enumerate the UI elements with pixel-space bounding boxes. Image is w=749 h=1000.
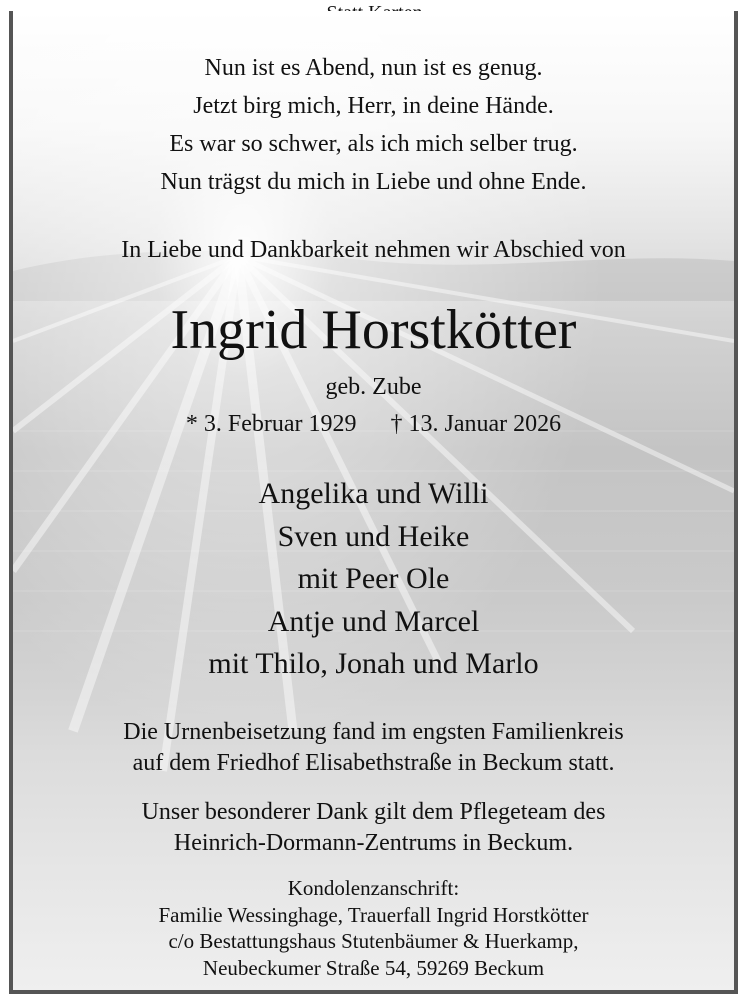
family-list bbox=[13, 473, 734, 686]
thanks-line: Unser besonderer Dank gilt dem Pflegeteam des bbox=[141, 799, 606, 825]
family-line: mit Thilo, Jonah und Marlo bbox=[208, 647, 539, 680]
family-line: Angelika und Willi bbox=[258, 477, 489, 510]
family-line: Antje und Marcel bbox=[267, 604, 480, 638]
thanks-line: Heinrich-Dormann-Zentrums in Beckum. bbox=[173, 830, 574, 856]
condolence-line: Neubeckumer Straße 54, 59269 Beckum bbox=[202, 955, 545, 980]
verse-line: Nun trägst du mich in Liebe und ohne Ende. bbox=[160, 169, 587, 195]
family-line: mit Peer Ole bbox=[297, 562, 450, 595]
deceased-name: Ingrid Horstkötter bbox=[170, 299, 577, 361]
life-dates bbox=[13, 408, 734, 440]
birth-name: geb. Zube bbox=[325, 374, 422, 400]
death-date: † 13. Januar 2026 bbox=[390, 411, 562, 437]
condolence-address bbox=[13, 875, 734, 981]
intro-text: In Liebe und Dankbarkeit nehmen wir Abschied von bbox=[121, 237, 626, 263]
notice-line: Die Urnenbeisetzung fand im engsten Familienkreis bbox=[123, 719, 624, 745]
birth-date: * 3. Februar 1929 bbox=[185, 411, 357, 437]
verse-line: Nun ist es Abend, nun ist es genug. bbox=[204, 55, 543, 81]
condolence-heading: Kondolenzanschrift: bbox=[287, 876, 460, 900]
condolence-line: c/o Bestattungshaus Stutenbäumer & Huerkamp, bbox=[168, 929, 579, 953]
condolence-line: Familie Wessinghage, Trauerfall Ingrid Horstkötter bbox=[158, 902, 589, 927]
family-line: Sven und Heike bbox=[277, 519, 470, 553]
thanks-text bbox=[13, 797, 734, 859]
burial-notice bbox=[13, 717, 734, 779]
verse bbox=[13, 49, 734, 201]
obituary-frame bbox=[9, 11, 738, 994]
verse-line: Es war so schwer, als ich mich selber trug. bbox=[169, 131, 578, 157]
verse-line: Jetzt birg mich, Herr, in deine Hände. bbox=[193, 93, 554, 119]
notice-line: auf dem Friedhof Elisabethstraße in Beckum statt. bbox=[132, 750, 615, 776]
